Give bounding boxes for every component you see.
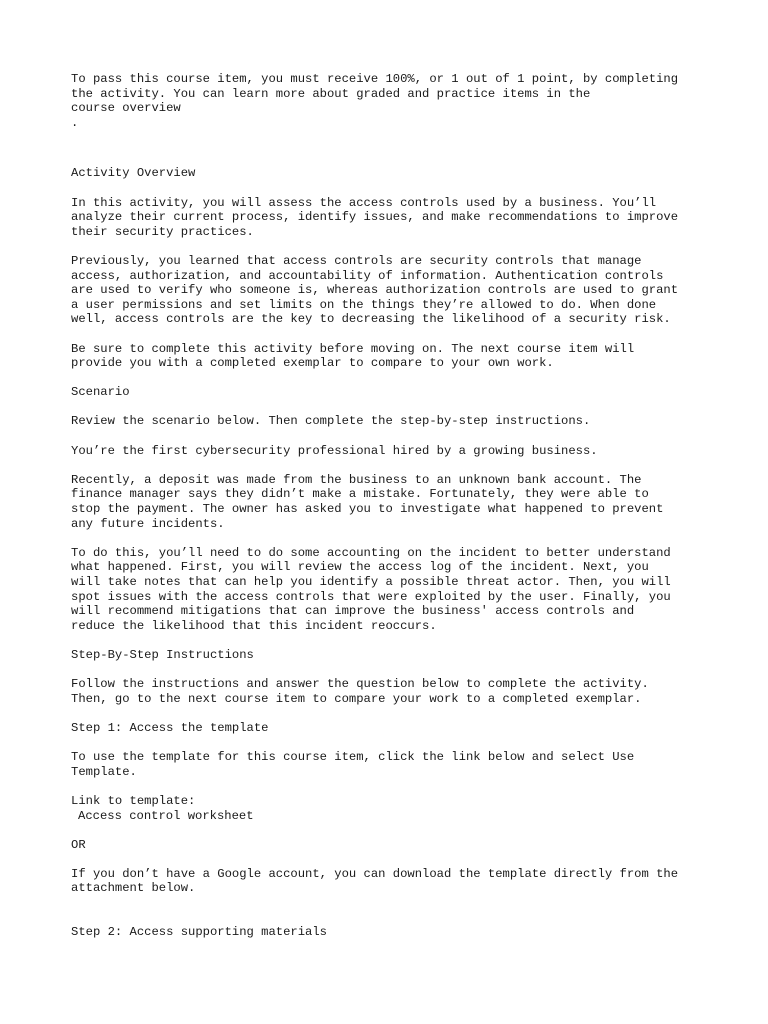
instructions-heading: Step-By-Step Instructions	[71, 647, 254, 662]
pass-text: To pass this course item, you must receive 100%, or 1 out of 1 point, by completing the activity. You can learn more about graded and practice items in the	[71, 72, 679, 101]
instructions-paragraph: Follow the instructions and answer the question below to complete the activity. Then, go to the next course item to compare your work to a completed exemplar.	[71, 677, 649, 706]
step1-paragraph-2: If you don’t have a Google account, you can download the template directly from the attachment below.	[71, 866, 679, 896]
course-overview-link[interactable]: course overview	[71, 101, 181, 116]
activity-overview-heading: Activity Overview	[71, 166, 196, 181]
activity-overview-paragraph-2: Previously, you learned that access controls are security controls that manage access, authorization, and accountability of information. Authentication controls are used to verify who someone is, whereas authorization controls are used to grant a user permissions and set limits on the things they’re allowed to do. When done well, access controls are the key to decreasing the likelihood of a security risk.	[71, 253, 679, 327]
overview-period: .	[71, 115, 79, 130]
scenario-heading: Scenario	[71, 385, 130, 400]
step1-paragraph: To use the template for this course item, click the link below and select Use Template.	[71, 750, 635, 779]
activity-overview-paragraph-1: In this activity, you will assess the access controls used by a business. You’ll analyze their current process, identify issues, and make recommendations to improve their security practices.	[71, 195, 679, 239]
step2-heading: Step 2: Access supporting materials	[71, 925, 327, 940]
access-control-worksheet-link[interactable]: Access control worksheet	[78, 808, 254, 823]
document-page	[71, 72, 711, 940]
activity-overview-paragraph-3: Be sure to complete this activity before moving on. The next course item will provide you with a completed exemplar to compare to your own work.	[71, 341, 635, 371]
scenario-paragraph-1: Review the scenario below. Then complete the step-by-step instructions.	[71, 414, 591, 429]
pass-requirement-text	[71, 72, 711, 130]
scenario-paragraph-4: To do this, you’ll need to do some accounting on the incident to better understand what happened. First, you will review the access log of the incident. Next, you will take notes that can help you identify a possible threat actor. Then, you will spot issues with the access controls that were exploited by the user. Finally, you will recommend mitigations that can improve the business' access controls and reduce the likelihood that this incident reoccurs.	[71, 545, 671, 633]
step1-heading: Step 1: Access the template	[71, 720, 269, 735]
or-separator: OR	[71, 837, 86, 852]
template-link-block	[71, 794, 711, 823]
scenario-paragraph-2: You’re the first cybersecurity professional hired by a growing business.	[71, 443, 598, 458]
scenario-paragraph-3: Recently, a deposit was made from the business to an unknown bank account. The finance manager says they didn’t make a mistake. Fortunately, they were able to stop the payment. The owner has asked you to investigate what happened to prevent any future incidents.	[71, 472, 664, 531]
template-link-label: Link to template:	[71, 793, 196, 808]
